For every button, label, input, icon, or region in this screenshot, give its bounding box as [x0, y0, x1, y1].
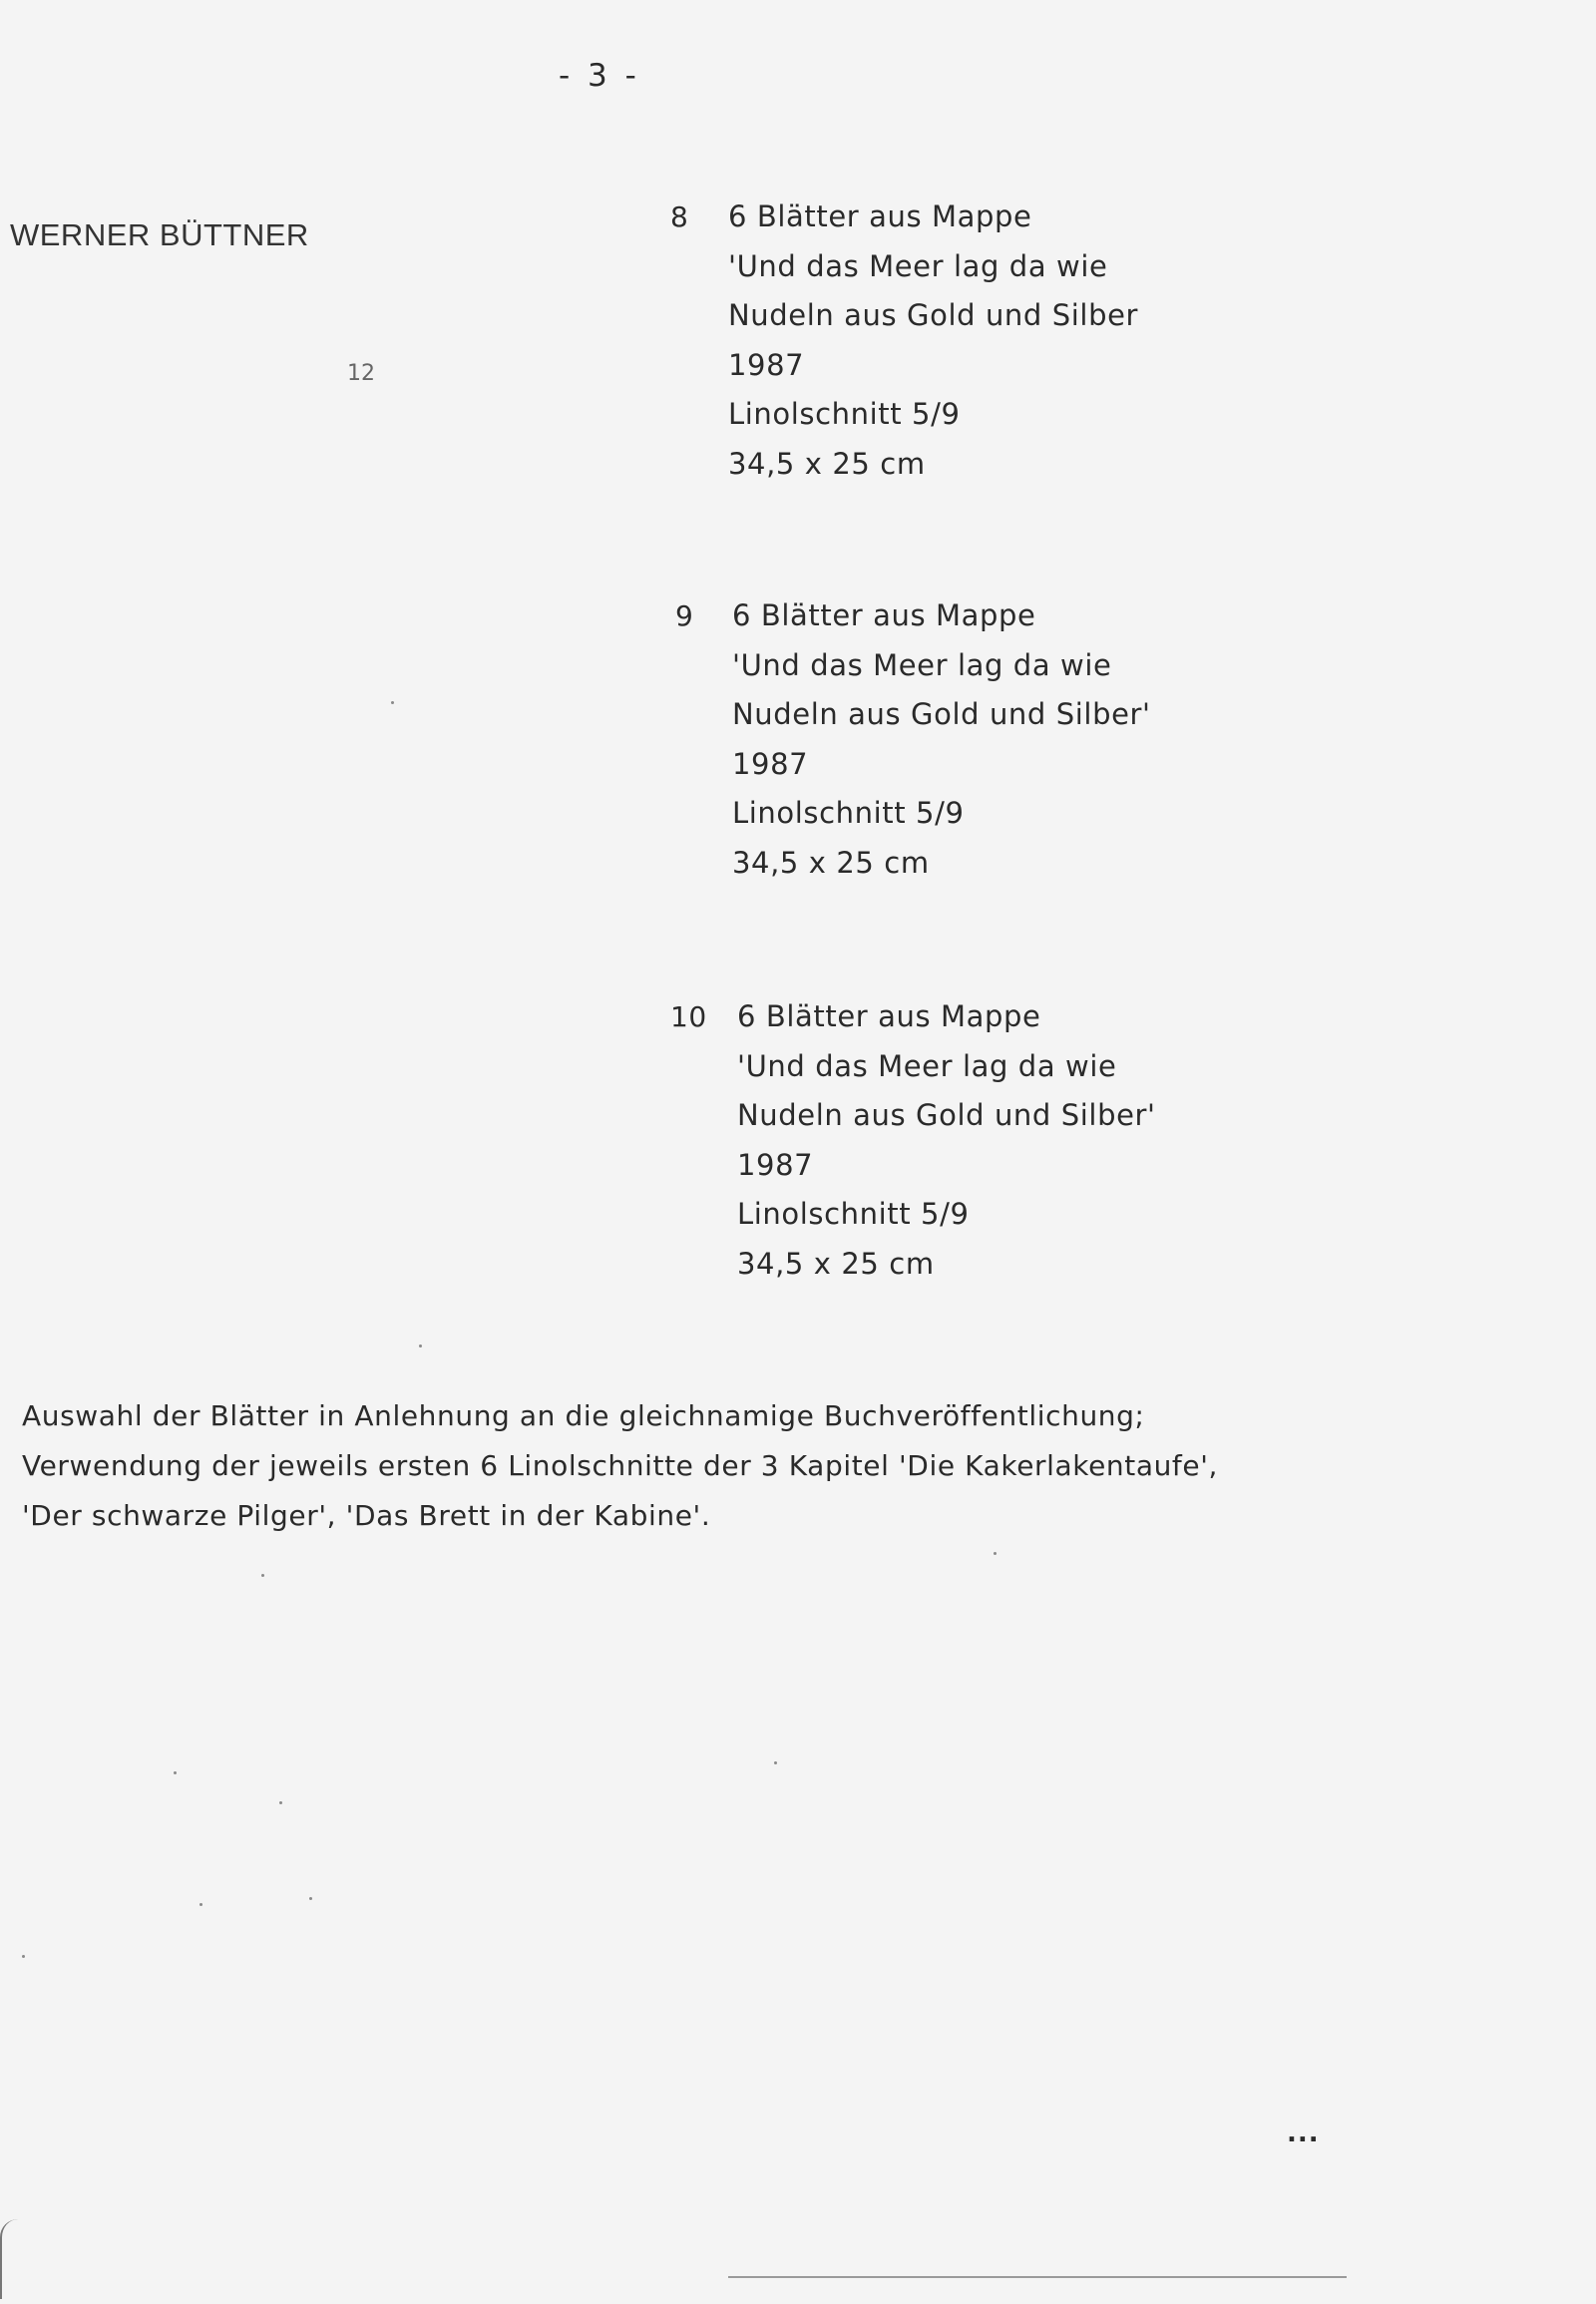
entry-description — [732, 591, 1151, 888]
entry-line-series-1: 'Und das Meer lag da wie — [728, 248, 1108, 283]
entry-line-year: 1987 — [728, 347, 805, 382]
entry-line-year: 1987 — [737, 1147, 814, 1182]
scan-speck — [391, 701, 394, 704]
entry-number: 9 — [675, 599, 694, 632]
entry-description — [737, 992, 1156, 1289]
page-corner-fold — [0, 2219, 32, 2299]
scan-speck — [419, 1344, 422, 1347]
entry-line-title: 6 Blätter aus Mappe — [737, 999, 1041, 1033]
scan-speck — [174, 1771, 177, 1774]
scan-speck — [279, 1801, 282, 1804]
note-line-1: Auswahl der Blätter in Anlehnung an die gleichnamige Buchveröffentlichung; — [22, 1399, 1145, 1432]
entry-line-technique: Linolschnitt 5/9 — [732, 796, 965, 830]
scan-speck — [200, 1903, 202, 1906]
scan-speck — [774, 1761, 777, 1764]
entry-line-title: 6 Blätter aus Mappe — [732, 598, 1036, 632]
scan-speck — [22, 1955, 25, 1958]
artist-name: WERNER BÜTTNER — [10, 217, 309, 252]
margin-mark: 12 — [347, 361, 375, 386]
selection-note — [22, 1391, 1218, 1541]
entry-line-dimensions: 34,5 x 25 cm — [728, 446, 926, 481]
scan-speck — [309, 1897, 312, 1900]
entry-line-technique: Linolschnitt 5/9 — [728, 397, 961, 431]
entry-description — [728, 192, 1138, 489]
entry-line-series-1: 'Und das Meer lag da wie — [737, 1048, 1117, 1083]
note-line-3: 'Der schwarze Pilger', 'Das Brett in der Kabine'. — [22, 1499, 711, 1532]
note-line-2: Verwendung der jeweils ersten 6 Linolschnitte der 3 Kapitel 'Die Kakerlakentaufe', — [22, 1449, 1219, 1482]
entry-number: 8 — [670, 200, 689, 233]
continuation-mark: ... — [1287, 2118, 1320, 2148]
entry-number: 10 — [670, 1000, 707, 1033]
entry-line-series-2: Nudeln aus Gold und Silber — [728, 298, 1139, 332]
page-number: - 3 - — [559, 58, 640, 94]
scan-speck — [994, 1552, 997, 1555]
scan-speck — [261, 1574, 264, 1577]
entry-line-title: 6 Blätter aus Mappe — [728, 199, 1032, 233]
entry-line-dimensions: 34,5 x 25 cm — [737, 1246, 935, 1281]
entry-line-year: 1987 — [732, 746, 809, 781]
entry-line-dimensions: 34,5 x 25 cm — [732, 845, 930, 880]
entry-line-series-1: 'Und das Meer lag da wie — [732, 647, 1112, 682]
entry-line-series-2: Nudeln aus Gold und Silber' — [737, 1098, 1156, 1132]
entry-line-series-2: Nudeln aus Gold und Silber' — [732, 697, 1151, 731]
page-bottom-edge — [728, 2276, 1347, 2278]
entry-line-technique: Linolschnitt 5/9 — [737, 1197, 970, 1231]
